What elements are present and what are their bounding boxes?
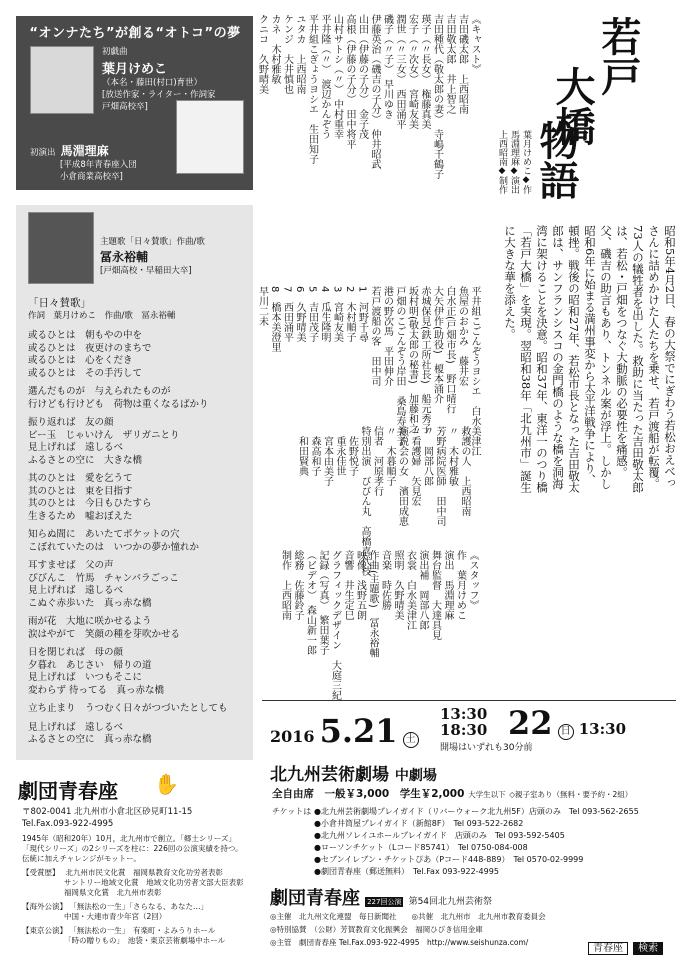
lyric-line: 其のひとは 愛を乞うて bbox=[28, 473, 133, 484]
credit-entry: 作 葉月けめこ bbox=[454, 550, 466, 620]
credit-entry: 舞台監督 大達具見 bbox=[429, 550, 441, 640]
credit-entry: 宏子（〃次女） 宮崎友美 bbox=[406, 14, 418, 129]
credit-entry: 1 河野千尋 bbox=[356, 286, 368, 343]
credit-entry: グラフィックデザイン 大庭三紀 bbox=[329, 550, 341, 700]
credit-entry: （ビデオ） 森山新一郎 bbox=[304, 550, 316, 655]
credit-entry: 4 瓜生隆明 bbox=[319, 286, 330, 343]
synopsis: 昭和5年4月2日、春の大祭でにぎわう若松おえべっさんに詰めかけた人たちを乗せ、若戸渡船が転覆。73人の犠牲者を出した。救助に当たった吉田敬太郎は、若松・戸畑をつなぐ大動脈の必要性を痛感。父、磯吉の助言もあり、トンネル案が浮上。しかし昭和6年に始まる満州事変から太平洋戦争により、頓挫。戦後の昭和27年、若松市長となった吉田敬太郎は、サンフランシスコの金門橋のような橋を洞海湾に架けることを決意。昭和37年、東洋一のつり橋「若戸大橋」を実現。翌昭和38年「北九州市」誕生に大きな華を添えた。 bbox=[503, 225, 677, 493]
day1-times: 13:30 18:30 bbox=[440, 705, 488, 739]
director-photo bbox=[176, 100, 244, 174]
ticket-outlet: ●小倉井筒屋プレイガイド（新館8F） Tel 093-522-2682 bbox=[314, 819, 524, 828]
credit-entry: 高根（伊藤の子分） 田中将平 bbox=[344, 14, 355, 149]
credit-entry: 5 吉田茂子 bbox=[306, 286, 318, 343]
credit-entry: 瑛子（〃長女） 権藤真美 bbox=[419, 14, 430, 129]
lyric-line: 見上げれば 遠しるべ bbox=[28, 442, 124, 453]
credit-entry: 6 久野晴美 bbox=[294, 286, 305, 343]
credit-entry: カネ 木村雅敏 bbox=[269, 14, 280, 84]
credit-entry: 早川二未 bbox=[256, 286, 268, 326]
credit-entry: 佐野悦子 bbox=[346, 426, 358, 476]
credit-entry: 森高和子 bbox=[309, 426, 320, 476]
credit-entry: 2 木村順子 bbox=[344, 286, 355, 343]
credit-entry: 〃 木暮順子 bbox=[384, 426, 395, 486]
credit-entry: 山田（伊藤の子分） 金子茂 bbox=[356, 14, 368, 139]
lyric-line: 振り返れば 友の顔 bbox=[28, 417, 114, 428]
credit-entry: 大矢伊作(助役) 榎本涌介 bbox=[431, 286, 443, 404]
lyric-line: 見上げれば いつもそこに bbox=[28, 672, 143, 683]
credit-entry: 8 橋本美澄里 bbox=[269, 286, 280, 353]
search-box bbox=[588, 936, 663, 956]
lyric-line: 其のひとは 東を目指す bbox=[28, 485, 133, 497]
credit-entry: 吉田種代（敬太郎の妻） 寺嶋千鶴子 bbox=[431, 14, 443, 179]
credit-entry: ケンジ 大井慎也 bbox=[281, 14, 293, 94]
cast-list-3 bbox=[258, 426, 470, 576]
lyric-line: 雨が花 大地に咲かせるよう bbox=[28, 616, 152, 627]
lyric-line: ふるさとの空に 大きな橋 bbox=[28, 454, 143, 466]
credit-entry: 戸畑のこごんぞう岸田 桑島寿美子 bbox=[394, 286, 405, 446]
credit-entry: 芳野病院医師 田中司 bbox=[434, 426, 445, 526]
lyric-line: 見上げれば 遠しるべ bbox=[28, 585, 124, 596]
lyric-verse bbox=[28, 417, 252, 467]
lyric-verse bbox=[28, 473, 252, 523]
footer-company: 劇団青春座 227回公演 第54回北九州芸術祭 bbox=[270, 888, 493, 909]
lyric-verse bbox=[28, 529, 252, 554]
ticket-outlet: ●劇団青春座（郵送無料） Tel.Fax 093-922-4995 bbox=[314, 867, 499, 876]
song-title: 「日々賛歌」 bbox=[28, 297, 91, 309]
composer-photo bbox=[28, 212, 94, 284]
play-credits: 葉月けめこ◆作 馬淵理麻◆演出 上西昭南◆制作 bbox=[497, 130, 531, 194]
lyric-line: 或るひとは 心をくだき bbox=[28, 355, 133, 366]
credit-entry: 平井隆（〃） 渡辺かんぞう bbox=[319, 14, 330, 139]
credit-entry: 作曲(主題歌) 冨永裕輔 bbox=[367, 550, 378, 658]
lyric-line: 夕暮れ あじさい 帰りの道 bbox=[28, 659, 152, 671]
divider bbox=[262, 700, 676, 701]
cast-list bbox=[258, 14, 480, 280]
lyric-line: こぼれていたのは いつかの夢か憧れか bbox=[28, 541, 200, 553]
credit-entry: 特別出演 びびん丸 高橋喜代枝 bbox=[359, 426, 370, 576]
lyric-verse bbox=[28, 703, 252, 716]
credit-entry: 〃看護婦 矢見宏 bbox=[409, 426, 420, 506]
director-info: 初演出 馬淵理麻 [平成8年青春座入団 小倉商業高校卒] bbox=[30, 144, 137, 182]
lyric-line: ふるさとの空に 真っ赤な橋 bbox=[28, 734, 152, 745]
lyric-verse bbox=[28, 616, 252, 641]
composer-info: 主題歌「日々賛歌」作曲/歌 冨永裕輔 [戸畑高校・早稲田大卒] bbox=[100, 236, 250, 277]
credit-entry: 平井組こぎょうヨシエ 生田知子 bbox=[306, 14, 318, 164]
credit-entry: クニコ 久野晴美 bbox=[256, 14, 268, 94]
lyric-verse bbox=[28, 560, 252, 610]
credit-entry: 救護の人 上西昭南 bbox=[459, 426, 470, 516]
date-day1: 5.21 bbox=[319, 712, 398, 750]
credit-entry: 伊藤英治（磯吉の子分） 仲井昭武 bbox=[369, 14, 380, 169]
song-lyrics bbox=[28, 330, 252, 753]
credit-entry: 潤世（〃三女） 西田涌平 bbox=[394, 14, 405, 129]
credit-entry: 照明 久野晴美 bbox=[392, 550, 403, 620]
lyric-verse bbox=[28, 722, 252, 747]
writer-photo bbox=[30, 46, 94, 114]
search-input[interactable]: 青春座 bbox=[588, 942, 628, 955]
composer-name: 冨永裕輔 bbox=[100, 250, 149, 264]
lyric-line: ぴびんこ 竹馬 チャンバラごっこ bbox=[28, 572, 179, 584]
lyric-line: 生きるため 嘘おぼえた bbox=[28, 510, 133, 522]
credit-entry: 〃 木村雅敏 bbox=[446, 426, 458, 486]
lyric-line: 選んだものが 与えられたものが bbox=[28, 386, 171, 397]
lyric-line: 立ち止まり うつむく日々がつづいたとしても bbox=[28, 703, 228, 714]
lyric-line: 或るひとは その手汚して bbox=[28, 367, 143, 379]
search-button[interactable]: 検索 bbox=[633, 942, 663, 955]
ticket-outlet: ●北九州芸術劇場プレイガイド（リバーウォーク北九州5F）店頭のみ Tel 093-562-2655 bbox=[314, 807, 639, 816]
credit-entry: 演出 馬淵理麻 bbox=[442, 550, 453, 620]
footer-sponsors: ◎主催 北九州文化連盟 毎日新聞社 ◎共催 北九州市 北九州市教育委員会 ◎特別協賛 （公財）芳賀教育文化振興会 福岡ひびき信用金庫 ◎主管 劇団青春座 Tel.Fax.093-922-4995 http://www.seishunza.com/ bbox=[270, 912, 546, 947]
credit-entry: 衣裳 白水美津江 bbox=[404, 550, 416, 630]
ticket-outlet: ●ローソンチケット（Lコード85741） Tel 0750-084-008 bbox=[314, 843, 528, 852]
lyric-line: 其のひとは 今日もひたすら bbox=[28, 498, 152, 509]
lyric-line: 涙はやがて 笑顔の種を芽吹かせる bbox=[28, 628, 181, 640]
company-awards: 【受賞歴】 北九州市民文化賞 福岡県教育文化功労者表彰 サントリー地域文化賞 地域文化功労者文部大臣表彰 福岡県文化賞 北九州市表彰 【海外公演】 「無法松の一生」「さらなる、あなた…」 中国・大連市青少年宮（2回） 【東京公演】 「無法松の一生」 有楽町・よみうりホール 「時の贈りもの」 池袋・東京芸術劇場中ホール bbox=[22, 868, 244, 945]
staff-list bbox=[258, 550, 478, 700]
lyric-line: こぬぐ赤歩いた 真っ赤な橋 bbox=[28, 597, 152, 609]
lyric-line: 耳すませば 父の声 bbox=[28, 560, 114, 571]
credit-entry: 平井組こごんぞうヨシエ 白水美津江 bbox=[469, 286, 480, 456]
day2: 22 日 13:30 bbox=[508, 704, 627, 742]
credit-entry: 吉田磯太郎 上西昭南 bbox=[456, 14, 468, 114]
credit-entry: 吉田敬太郎 井上智之 bbox=[444, 14, 455, 114]
credit-entry: 7 西田涌平 bbox=[281, 286, 293, 343]
song-credit: 作詞 葉月けめこ 作曲/歌 冨永裕輔 bbox=[28, 311, 176, 321]
play-title-3: 物語 bbox=[533, 120, 580, 200]
credit-entry: 磯子（〃子） 早川ゆき bbox=[381, 14, 393, 119]
writer-name: 葉月けめこ bbox=[102, 62, 168, 77]
lyric-line: ビー玉 じゃいけん ザリガニとり bbox=[28, 429, 180, 441]
company-tel: Tel.Fax.093-922-4995 bbox=[22, 819, 114, 829]
ticket-outlets: チケットは ●北九州芸術劇場プレイガイド（リバーウォーク北九州5F）店頭のみ Tel 093-562-2655 ●小倉井筒屋プレイガイド（新館8F） Tel 093-522-2682 ●北九州ソレイユホールプレイガイド 店頭のみ Tel 093-592-5405 ●ローソンチケット（Lコード85741） Tel 0750-084-008 ●セブンイレブン・チケットぴあ（Pコード448-889） Tel 0570-02-9999 ●劇団青春座（郵送無料） Tel.Fax 093-922-4995 bbox=[272, 806, 682, 878]
credit-entry: 信者 河原孝行 bbox=[371, 426, 383, 496]
credit-entry: 坂村明(敬太郎の秘書) 加藤和之 bbox=[406, 286, 418, 434]
credit-entry: 白水正(戸畑市長) 野口晴行 bbox=[444, 286, 455, 414]
credit-entry: 宮本由美子 bbox=[321, 426, 333, 486]
play-title-2: 大橋 bbox=[549, 66, 596, 146]
credit-entry: 〃 岡部八郎 bbox=[421, 426, 433, 486]
play-title-1: 若戸 bbox=[595, 16, 642, 96]
credit-entry: 映像 浅野五朗 bbox=[354, 550, 366, 620]
credit-entry: 演出補 岡部八郎 bbox=[417, 550, 428, 630]
lyric-verse bbox=[28, 386, 252, 411]
credit-entry: 演説会の女 濱田成恵 bbox=[396, 426, 408, 526]
credit-entry: 音楽 時佐勝 bbox=[379, 550, 391, 610]
lyric-line: 或るひとは 夜更けのまちで bbox=[28, 342, 152, 354]
credit-entry: 山村サトシ（〃） 中村重幸 bbox=[331, 14, 343, 139]
hand-icon: ✋ bbox=[154, 772, 179, 796]
lyric-verse bbox=[28, 330, 252, 380]
credit-entry: 音響 井生定巳 bbox=[342, 550, 353, 620]
lyric-verse bbox=[28, 647, 252, 697]
lyric-line: 変わらず 待ってる 真っ赤な橋 bbox=[28, 684, 165, 696]
credit-entry: 港の野次馬 平田伸介 bbox=[381, 286, 393, 386]
price: 全自由席 一般￥3,000 学生￥2,000 大学生以下 ◇親子室あり（無料・要予約・2組） bbox=[272, 788, 633, 800]
credit-entry: 制作 上西昭南 bbox=[279, 550, 291, 620]
credit-entry: 重永佳世 bbox=[334, 426, 345, 476]
credit-entry: 魚屋のおかみ 藤井宏 bbox=[456, 286, 468, 386]
performance-dates: 2016 5.21 土 bbox=[270, 712, 419, 750]
credit-entry: ユタカ 上西昭南 bbox=[294, 14, 305, 94]
writer-info: 初戯曲 葉月けめこ （本名・藤田(村口)育世） [放送作家・ライター・作詞家 戸畑高校卒] bbox=[102, 46, 250, 113]
credit-entry: 赤城保見(鉄工所社長) 船元秀子 bbox=[419, 286, 430, 434]
venue: 北九州芸術劇場 中劇場 bbox=[270, 765, 437, 785]
credit-entry: 若戸渡船の客 田中司 bbox=[369, 286, 380, 386]
credit-entry: 和田賢典 bbox=[296, 426, 308, 476]
lyric-line: 日を閉じれば 母の顔 bbox=[28, 647, 124, 658]
company-name: 劇団青春座 bbox=[18, 779, 118, 803]
section-header: 《キャスト》 bbox=[469, 14, 480, 74]
ticket-outlet: ●北九州ソレイユホールプレイガイド 店頭のみ Tel 093-592-5405 bbox=[314, 831, 565, 840]
credit-entry: 3 宮崎友美 bbox=[331, 286, 343, 343]
open-note: 開場はいずれも30分前 bbox=[440, 743, 533, 753]
section-header: 《スタッフ》 bbox=[467, 550, 478, 610]
credit-entry: 記録（写真） 繁田葉子 bbox=[317, 550, 328, 655]
director-name: 馬淵理麻 bbox=[60, 144, 109, 158]
lyric-line: 知らぬ間に あいたてポケットの穴 bbox=[28, 529, 180, 540]
credit-entry: 総務 佐藤鈴子 bbox=[292, 550, 303, 620]
lyric-line: 行けども行けども 荷物は重くなるばかり bbox=[28, 398, 209, 410]
company-history: 1945年（昭和20年）10月，北九州市で創立。「郷土シリーズ」 「現代シリーズ」の2シリーズを柱に：226回の公演実績を持つ。 伝統に加えチャレンジがモットー。 bbox=[22, 834, 243, 863]
company-address: 〒802-0041 北九州市小倉北区砂見町11-15 bbox=[22, 807, 193, 817]
lyric-line: 見上げれば 遠しるべ bbox=[28, 721, 124, 733]
ticket-outlet: ●セブンイレブン・チケットぴあ（Pコード448-889） Tel 0570-02-9999 bbox=[314, 855, 584, 864]
slogan: “オンナたち”が創る“オトコ”の夢 bbox=[29, 26, 241, 41]
lyric-line: 或るひとは 朝もやの中を bbox=[28, 330, 143, 341]
